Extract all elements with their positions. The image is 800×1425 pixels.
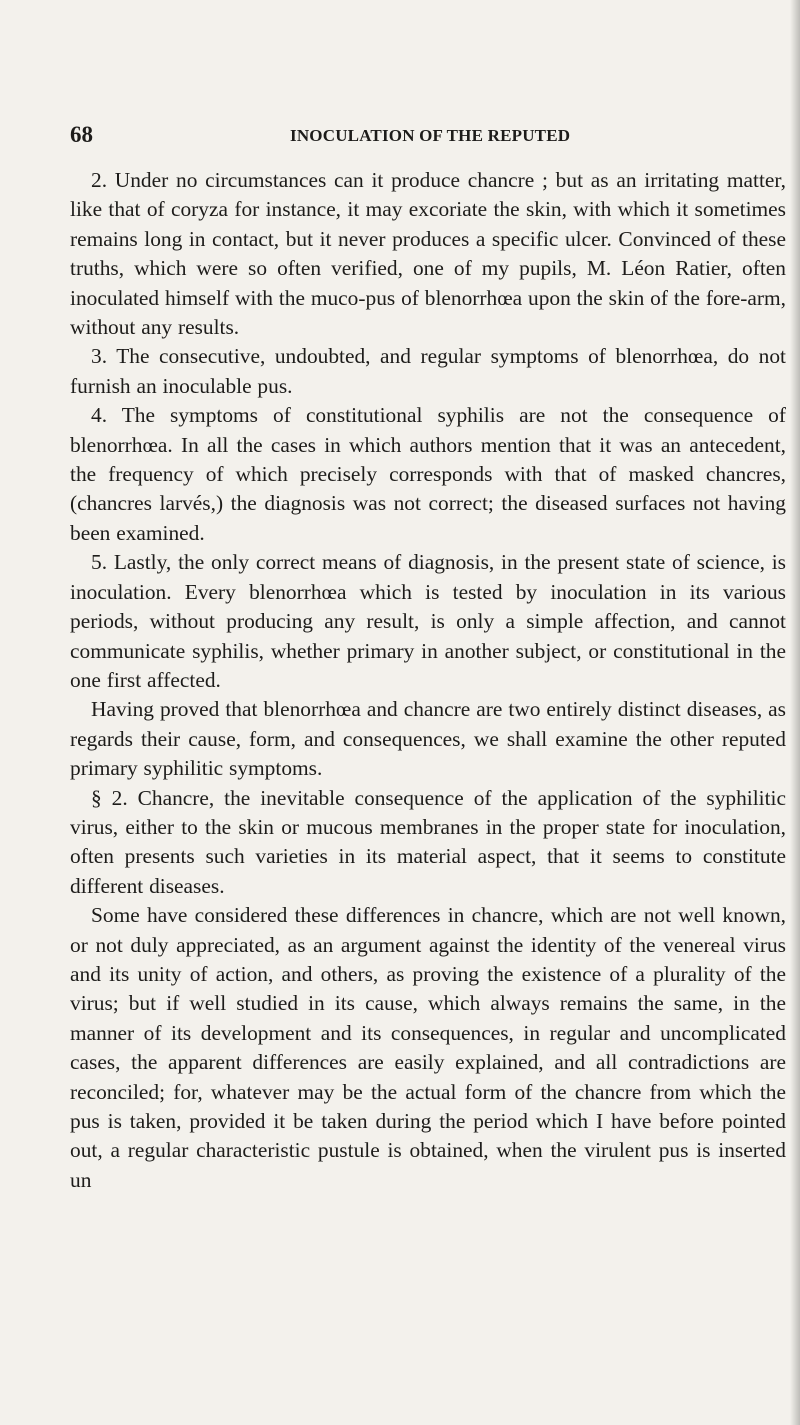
body-text [70, 166, 786, 1195]
paragraph: 3. The consecutive, undoubted, and regular symptoms of blenorrhœa, do not furnish an inoculable pus. [70, 344, 786, 398]
paragraph: 4. The symptoms of constitutional syphilis are not the consequence of blenorrhœa. In all the cases in which authors mention that it was an antecedent, the frequency of which precisely corresponds with that of masked chancres, (chancres larvés,) the diagnosis was not correct; the diseased surfaces not having been examined. [70, 403, 786, 545]
paragraph: Having proved that blenorrhœa and chancre are two entirely distinct diseases, as regards their cause, form, and consequences, we shall examine the other reputed primary syphilitic symptoms. [70, 697, 786, 781]
paragraph: 5. Lastly, the only correct means of diagnosis, in the present state of science, is inoculation. Every blenorrhœa which is tested by inoculation in its various periods, without producing any result, is only a simple affection, and cannot communicate syphilis, whether primary in another subject, or constitutional in the one first affected. [70, 550, 786, 692]
page-header [0, 122, 800, 148]
running-title: INOCULATION OF THE REPUTED [290, 126, 571, 145]
paragraph: 2. Under no circumstances can it produce chancre ; but as an irritating matter, like that of coryza for instance, it may excoriate the skin, with which it sometimes remains long in contact, but it never produces a specific ulcer. Convinced of these truths, which were so often verified, one of my pupils, M. Léon Ratier, often inoculated himself with the muco-pus of blenorrhœa upon the skin of the fore-arm, without any results. [70, 168, 786, 340]
paragraph: § 2. Chancre, the inevitable consequence of the application of the syphilitic virus, either to the skin or mucous membranes in the proper state for inoculation, often presents such varieties in its material aspect, that it seems to constitute different diseases. [70, 785, 786, 898]
page-edge-shadow [790, 0, 800, 1425]
paragraph: Some have considered these differences in chancre, which are not well known, or not duly appreciated, as an argument against the identity of the venereal virus and its unity of action, and others, as proving the existence of a plurality of the virus; but if well studied in its cause, which always remains the same, in the manner of its development and its consequences, in regular and uncomplicated cases, the apparent differences are easily explained, and all contradictions are reconciled; for, whatever may be the actual form of the chancre from which the pus is taken, provided it be taken during the period which I have before pointed out, a regular characteristic pustule is obtained, when the virulent pus is inserted un [70, 903, 786, 1192]
page-number: 68 [70, 122, 93, 147]
